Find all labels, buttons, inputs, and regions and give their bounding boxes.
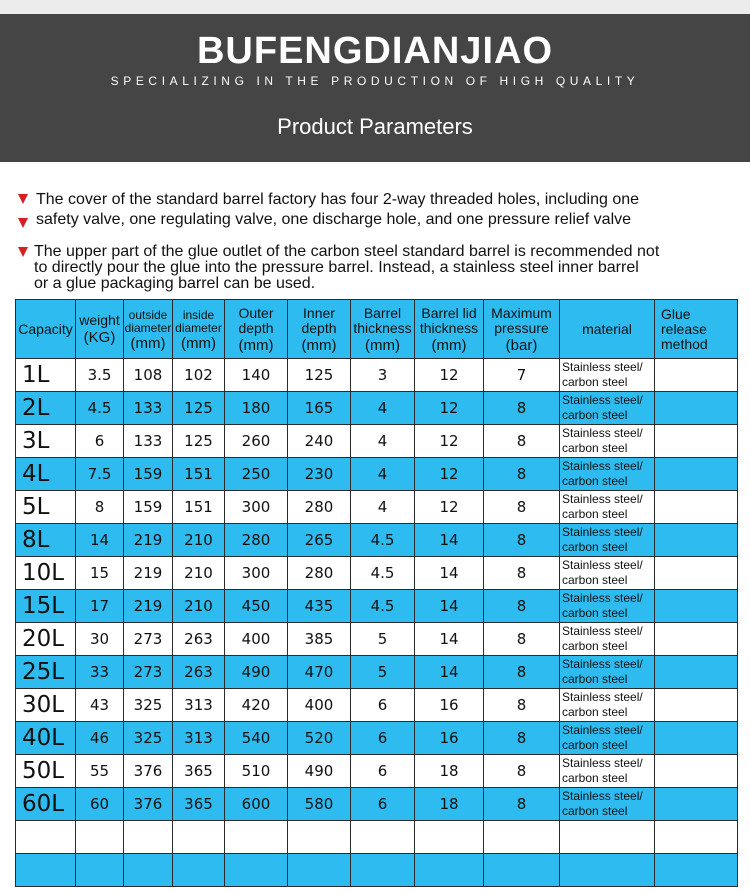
cell-barrel-thickness: 4.5: [351, 557, 415, 590]
cell-inner-depth: 125: [288, 359, 351, 392]
cell-weight: 15: [76, 557, 124, 590]
table-row: [16, 392, 738, 425]
cell-material: Stainless steel/ carbon steel: [560, 557, 655, 590]
cell-material: Stainless steel/ carbon steel: [560, 491, 655, 524]
cell-material: Stainless steel/ carbon steel: [560, 425, 655, 458]
table-row: [16, 524, 738, 557]
empty-cell: [16, 821, 76, 854]
cell-barrel-thickness: 4: [351, 458, 415, 491]
cell-barrel-thickness: 6: [351, 788, 415, 821]
cell-barrel-thickness: 3: [351, 359, 415, 392]
cell-barrel-thickness: 4.5: [351, 590, 415, 623]
cell-outer-depth: 510: [225, 755, 288, 788]
cell-barrel-thickness: 6: [351, 722, 415, 755]
cell-lid-thickness: 14: [415, 524, 484, 557]
cell-barrel-thickness: 6: [351, 755, 415, 788]
table-row: [16, 359, 738, 392]
cell-outside: 133: [124, 425, 173, 458]
cell-inside: 151: [173, 491, 225, 524]
cell-capacity: 40L: [16, 722, 76, 755]
cell-inner-depth: 280: [288, 557, 351, 590]
empty-cell: [76, 821, 124, 854]
note-line: safety valve, one regulating valve, one discharge hole, and one pressure relief valve: [36, 211, 632, 228]
cell-glue-release: [655, 755, 738, 788]
table-row: [16, 788, 738, 821]
table-row: [16, 557, 738, 590]
empty-cell: [288, 854, 351, 887]
cell-inside: 263: [173, 623, 225, 656]
cell-lid-thickness: 16: [415, 722, 484, 755]
cell-material: Stainless steel/ carbon steel: [560, 689, 655, 722]
cell-outside: 133: [124, 392, 173, 425]
cell-weight: 55: [76, 755, 124, 788]
cell-weight: 8: [76, 491, 124, 524]
note-glue-outlet: [18, 244, 743, 292]
cell-pressure: 8: [484, 590, 560, 623]
empty-cell: [655, 821, 738, 854]
cell-material: Stainless steel/ carbon steel: [560, 656, 655, 689]
cell-weight: 4.5: [76, 392, 124, 425]
empty-cell: [173, 854, 225, 887]
cell-glue-release: [655, 590, 738, 623]
cell-capacity: 30L: [16, 689, 76, 722]
cell-material: Stainless steel/ carbon steel: [560, 623, 655, 656]
empty-cell: [288, 821, 351, 854]
table-row: [16, 458, 738, 491]
cell-inside: 263: [173, 656, 225, 689]
cell-pressure: 8: [484, 524, 560, 557]
cell-capacity: 15L: [16, 590, 76, 623]
cell-outer-depth: 400: [225, 623, 288, 656]
cell-capacity: 1L: [16, 359, 76, 392]
cell-weight: 60: [76, 788, 124, 821]
cell-inside: 313: [173, 722, 225, 755]
cell-pressure: 8: [484, 392, 560, 425]
cell-weight: 3.5: [76, 359, 124, 392]
cell-glue-release: [655, 458, 738, 491]
cell-pressure: 8: [484, 458, 560, 491]
empty-cell: [16, 854, 76, 887]
cell-inside: 151: [173, 458, 225, 491]
cell-weight: 7.5: [76, 458, 124, 491]
cell-weight: 14: [76, 524, 124, 557]
cell-barrel-thickness: 5: [351, 623, 415, 656]
cell-outer-depth: 260: [225, 425, 288, 458]
empty-cell: [173, 821, 225, 854]
cell-weight: 30: [76, 623, 124, 656]
cell-inside: 365: [173, 788, 225, 821]
header-inside-diameter: inside diameter (mm): [173, 300, 225, 359]
cell-barrel-thickness: 4: [351, 491, 415, 524]
cell-inner-depth: 385: [288, 623, 351, 656]
cell-material: Stainless steel/ carbon steel: [560, 590, 655, 623]
cell-outer-depth: 250: [225, 458, 288, 491]
cell-glue-release: [655, 425, 738, 458]
cell-capacity: 60L: [16, 788, 76, 821]
cell-inner-depth: 165: [288, 392, 351, 425]
cell-weight: 46: [76, 722, 124, 755]
cell-inside: 313: [173, 689, 225, 722]
cell-barrel-thickness: 6: [351, 689, 415, 722]
cell-material: Stainless steel/ carbon steel: [560, 392, 655, 425]
cell-outer-depth: 300: [225, 491, 288, 524]
cell-capacity: 2L: [16, 392, 76, 425]
cell-lid-thickness: 14: [415, 557, 484, 590]
cell-outside: 325: [124, 722, 173, 755]
cell-outer-depth: 140: [225, 359, 288, 392]
empty-cell: [560, 821, 655, 854]
table-row: [16, 689, 738, 722]
cell-weight: 33: [76, 656, 124, 689]
header-outside-diameter: outside diameter (mm): [124, 300, 173, 359]
cell-glue-release: [655, 689, 738, 722]
cell-inside: 365: [173, 755, 225, 788]
cell-lid-thickness: 12: [415, 359, 484, 392]
cell-inner-depth: 265: [288, 524, 351, 557]
cell-capacity: 25L: [16, 656, 76, 689]
cell-outer-depth: 420: [225, 689, 288, 722]
header-outer-depth: Outer depth (mm): [225, 300, 288, 359]
cell-material: Stainless steel/ carbon steel: [560, 788, 655, 821]
empty-cell: [76, 854, 124, 887]
cell-capacity: 8L: [16, 524, 76, 557]
cell-lid-thickness: 18: [415, 755, 484, 788]
cell-outer-depth: 600: [225, 788, 288, 821]
cell-inner-depth: 230: [288, 458, 351, 491]
cell-inside: 125: [173, 425, 225, 458]
cell-weight: 43: [76, 689, 124, 722]
cell-inner-depth: 470: [288, 656, 351, 689]
cell-glue-release: [655, 359, 738, 392]
table-row: [16, 722, 738, 755]
cell-glue-release: [655, 788, 738, 821]
cell-lid-thickness: 14: [415, 656, 484, 689]
table-row-empty: [16, 854, 738, 887]
note-line: The upper part of the glue outlet of the carbon steel standard barrel is recommended not: [34, 243, 660, 260]
cell-outside: 159: [124, 491, 173, 524]
cell-barrel-thickness: 4.5: [351, 524, 415, 557]
cell-inner-depth: 435: [288, 590, 351, 623]
table-row-empty: [16, 821, 738, 854]
cell-capacity: 50L: [16, 755, 76, 788]
empty-cell: [484, 821, 560, 854]
cell-material: Stainless steel/ carbon steel: [560, 359, 655, 392]
cell-inside: 210: [173, 590, 225, 623]
table-row: [16, 755, 738, 788]
parameters-table: [15, 299, 738, 887]
cell-material: Stainless steel/ carbon steel: [560, 755, 655, 788]
note-line: to directly pour the glue into the pressure barrel. Instead, a stainless steel inner barrel: [34, 259, 639, 276]
note-threaded-holes: [18, 190, 743, 230]
cell-pressure: 7: [484, 359, 560, 392]
empty-cell: [351, 821, 415, 854]
cell-inside: 210: [173, 557, 225, 590]
empty-cell: [124, 821, 173, 854]
cell-pressure: 8: [484, 656, 560, 689]
cell-glue-release: [655, 557, 738, 590]
table-header-row: [16, 300, 738, 359]
header-max-pressure: Maximum pressure (bar): [484, 300, 560, 359]
cell-outer-depth: 540: [225, 722, 288, 755]
header-inner-depth: Inner depth (mm): [288, 300, 351, 359]
empty-cell: [484, 854, 560, 887]
note-line: The cover of the standard barrel factory has four 2-way threaded holes, including one: [36, 191, 640, 208]
cell-pressure: 8: [484, 623, 560, 656]
section-title: Product Parameters: [277, 114, 473, 139]
cell-pressure: 8: [484, 722, 560, 755]
cell-outer-depth: 300: [225, 557, 288, 590]
cell-outside: 219: [124, 590, 173, 623]
cell-outside: 159: [124, 458, 173, 491]
cell-pressure: 8: [484, 689, 560, 722]
empty-cell: [124, 854, 173, 887]
cell-pressure: 8: [484, 788, 560, 821]
table-row: [16, 623, 738, 656]
header-capacity: Capacity: [16, 300, 76, 359]
cell-capacity: 10L: [16, 557, 76, 590]
empty-cell: [415, 821, 484, 854]
cell-capacity: 4L: [16, 458, 76, 491]
cell-barrel-thickness: 4: [351, 392, 415, 425]
cell-capacity: 5L: [16, 491, 76, 524]
cell-glue-release: [655, 722, 738, 755]
empty-cell: [351, 854, 415, 887]
cell-weight: 6: [76, 425, 124, 458]
cell-inner-depth: 580: [288, 788, 351, 821]
empty-cell: [560, 854, 655, 887]
cell-outside: 376: [124, 755, 173, 788]
table-row: [16, 590, 738, 623]
cell-glue-release: [655, 623, 738, 656]
empty-cell: [415, 854, 484, 887]
table-row: [16, 425, 738, 458]
cell-outside: 219: [124, 557, 173, 590]
header-material: material: [560, 300, 655, 359]
cell-material: Stainless steel/ carbon steel: [560, 722, 655, 755]
header-banner: [0, 14, 750, 162]
cell-outer-depth: 450: [225, 590, 288, 623]
cell-lid-thickness: 12: [415, 491, 484, 524]
cell-lid-thickness: 12: [415, 392, 484, 425]
cell-inner-depth: 280: [288, 491, 351, 524]
cell-outside: 108: [124, 359, 173, 392]
note-line: or a glue packaging barrel can be used.: [34, 275, 316, 292]
cell-lid-thickness: 12: [415, 458, 484, 491]
cell-pressure: 8: [484, 491, 560, 524]
cell-weight: 17: [76, 590, 124, 623]
cell-barrel-thickness: 4: [351, 425, 415, 458]
cell-inside: 125: [173, 392, 225, 425]
cell-lid-thickness: 12: [415, 425, 484, 458]
cell-inner-depth: 520: [288, 722, 351, 755]
cell-outside: 376: [124, 788, 173, 821]
cell-pressure: 8: [484, 755, 560, 788]
cell-lid-thickness: 14: [415, 590, 484, 623]
cell-glue-release: [655, 524, 738, 557]
cell-material: Stainless steel/ carbon steel: [560, 524, 655, 557]
cell-outside: 219: [124, 524, 173, 557]
cell-barrel-thickness: 5: [351, 656, 415, 689]
cell-pressure: 8: [484, 557, 560, 590]
cell-lid-thickness: 14: [415, 623, 484, 656]
cell-capacity: 20L: [16, 623, 76, 656]
cell-outside: 273: [124, 656, 173, 689]
cell-lid-thickness: 16: [415, 689, 484, 722]
table-row: [16, 656, 738, 689]
header-barrel-thickness: Barrel thickness (mm): [351, 300, 415, 359]
cell-outer-depth: 280: [225, 524, 288, 557]
cell-inside: 102: [173, 359, 225, 392]
brand-title: BUFENGDIANJIAO: [196, 30, 554, 72]
cell-outside: 325: [124, 689, 173, 722]
cell-inside: 210: [173, 524, 225, 557]
header-glue-release: Glue release method: [655, 300, 738, 359]
cell-material: Stainless steel/ carbon steel: [560, 458, 655, 491]
cell-outer-depth: 180: [225, 392, 288, 425]
header-weight: weight (KG): [76, 300, 124, 359]
cell-inner-depth: 240: [288, 425, 351, 458]
empty-cell: [225, 854, 288, 887]
cell-glue-release: [655, 656, 738, 689]
cell-lid-thickness: 18: [415, 788, 484, 821]
top-strip: [0, 0, 750, 14]
empty-cell: [655, 854, 738, 887]
cell-glue-release: [655, 392, 738, 425]
triangle-bullet-icon: [18, 247, 28, 257]
table-row: [16, 491, 738, 524]
cell-glue-release: [655, 491, 738, 524]
cell-inner-depth: 490: [288, 755, 351, 788]
cell-outer-depth: 490: [225, 656, 288, 689]
brand-tagline: SPECIALIZING IN THE PRODUCTION OF HIGH QUALITY: [110, 74, 640, 88]
empty-cell: [225, 821, 288, 854]
cell-outside: 273: [124, 623, 173, 656]
cell-pressure: 8: [484, 425, 560, 458]
cell-capacity: 3L: [16, 425, 76, 458]
header-lid-thickness: Barrel lid thickness (mm): [415, 300, 484, 359]
cell-inner-depth: 400: [288, 689, 351, 722]
